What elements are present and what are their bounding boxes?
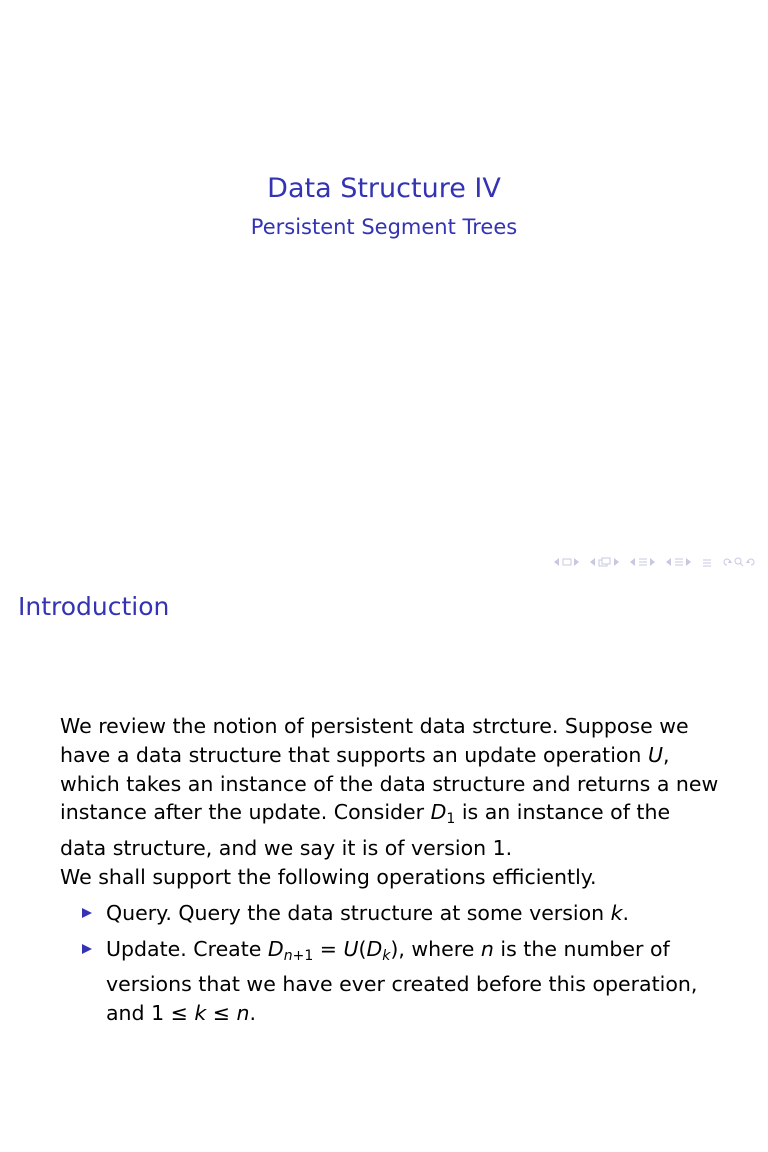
nav-forward-icon[interactable]	[746, 557, 756, 567]
math-k: k	[610, 900, 623, 925]
math-k2: k	[194, 1001, 207, 1026]
math-D-k: D	[366, 936, 383, 961]
nav-prev-section-icon[interactable]	[630, 558, 636, 566]
math-sub-1: 1	[446, 811, 456, 828]
update-text-1: Update. Create	[106, 936, 268, 961]
intro-text-2: , which takes an instance of the data structure and returns a new instance after the update. Consider	[60, 742, 719, 825]
nav-prev-subsection-icon[interactable]	[590, 558, 596, 566]
nav-back-icon[interactable]	[722, 557, 732, 567]
nav-frame-icon[interactable]	[562, 558, 572, 566]
nav-next-document-icon[interactable]	[686, 558, 692, 566]
nav-search-icon[interactable]	[734, 557, 744, 567]
query-text-1: Query. Query the data structure at some version	[106, 900, 611, 925]
nav-appendix-icon[interactable]	[702, 557, 712, 567]
math-paren-open: (	[358, 936, 367, 961]
bullet-icon	[82, 908, 92, 918]
math-one-le: 1 ≤	[151, 1001, 195, 1026]
frame-title: Introduction	[18, 592, 170, 621]
nav-next-subsection-icon[interactable]	[614, 558, 620, 566]
nav-document-icon[interactable]	[674, 557, 684, 567]
math-U2: U	[343, 936, 359, 961]
query-text-2: .	[622, 900, 630, 925]
slide-body	[60, 712, 720, 1028]
subsection-nav-group	[590, 557, 620, 567]
math-n2: n	[236, 1001, 250, 1026]
presentation-subtitle: Persistent Segment Trees	[250, 215, 518, 239]
math-U: U	[647, 742, 663, 767]
nav-section-icon[interactable]	[638, 557, 648, 567]
list-item	[60, 935, 720, 1028]
beamer-navigation-bar	[554, 554, 756, 570]
intro-text-3: is an instance of the data structure, and we say it is of version 1.	[60, 800, 671, 861]
appendix-nav-group	[702, 557, 712, 567]
math-le: ≤	[206, 1001, 237, 1026]
intro-text-1: We review the notion of persistent data strcture. Suppose we have a data structure that supports an update operation	[60, 714, 689, 767]
introduction-slide	[0, 576, 768, 1152]
intro-paragraph	[60, 712, 720, 863]
math-D-n1: D	[267, 936, 284, 961]
operations-paragraph: We shall support the following operations efficiently.	[60, 864, 597, 889]
section-nav-group	[630, 557, 656, 567]
operations-list	[60, 899, 720, 1028]
frame-nav-group	[554, 558, 580, 566]
nav-prev-frame-icon[interactable]	[554, 558, 560, 566]
math-D: D	[430, 800, 447, 825]
update-text-3: is the number of versions that we have ever created before this operation, and	[106, 936, 698, 1026]
document-nav-group	[666, 557, 692, 567]
math-eq: =	[313, 936, 344, 961]
list-item	[60, 899, 720, 928]
math-paren-close: )	[390, 936, 399, 961]
search-nav-group	[722, 557, 756, 567]
math-n: n	[480, 936, 494, 961]
update-text-2: , where	[398, 936, 481, 961]
math-sub-k: k	[382, 947, 391, 964]
nav-subsection-icon[interactable]	[598, 557, 612, 567]
update-text-4: .	[249, 1001, 256, 1026]
nav-next-section-icon[interactable]	[650, 558, 656, 566]
math-sub-plus1: +1	[292, 947, 314, 964]
nav-prev-document-icon[interactable]	[666, 558, 672, 566]
math-sub-n: n	[283, 947, 293, 964]
nav-next-frame-icon[interactable]	[574, 558, 580, 566]
bullet-icon	[82, 944, 92, 954]
math-sub-n1	[284, 948, 314, 964]
presentation-title: Data Structure IV	[267, 173, 501, 204]
